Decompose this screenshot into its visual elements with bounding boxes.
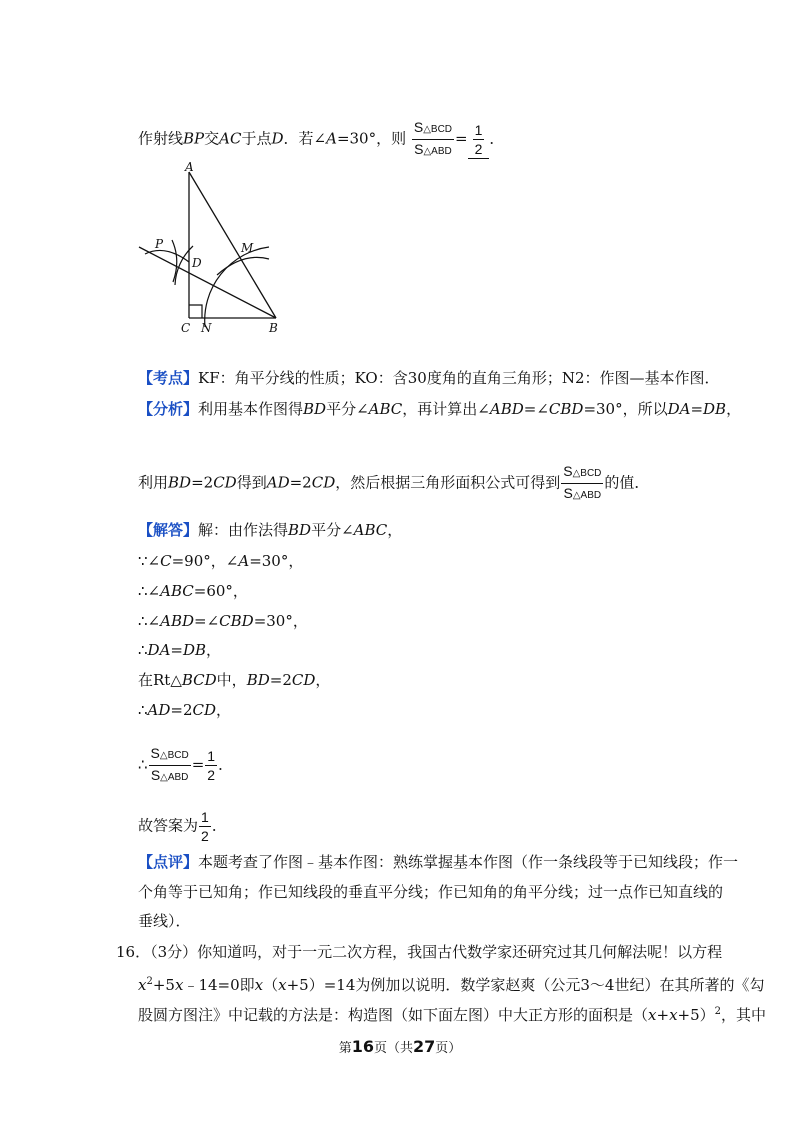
step-5: 在Rt△BCD中，BD=2CD， [138,671,331,689]
question-16-line3: 股圆方图注》中记载的方法是：构造图（如下面左图）中大正方形的面积是$(x+x+5)^2$，其中 [138,1006,767,1024]
arc-m [217,257,269,275]
geometry-figure [135,160,295,340]
kaodian: 【考点】KF：角平分线的性质；KO：含30度角的直角三角形；N2：作图—基本作图． [138,369,720,387]
fenxi-line1: 【分析】利用基本作图得BD平分∠ABC，再计算出∠ABD=∠CBD=30°，所以DA=DB， [138,400,742,418]
area-ratio-fraction: $\frac{\text{S△BCD}}{\text{S△ABD}}$ [413,119,453,157]
label-d: D [192,256,202,270]
label-m: M [241,241,254,255]
right-angle-mark [189,305,202,318]
question-16-line1: 16．（3分）你知道吗，对于一元二次方程，我国古代数学家还研究过其几何解法呢！以方程 [116,943,723,961]
label-p: P [155,237,164,251]
label-a: A [185,160,194,174]
step-2: ∴∠ABC=60°， [138,582,248,600]
dianping-line2: 个角等于已知角；作已知线段的垂直平分线；作已知角的角平分线；过一点作已知直线的 [138,883,724,901]
jieda: 【解答】解：由作法得BD平分∠ABC， [138,521,403,539]
label-b: B [269,321,278,335]
question-16-line2: $x^2+5x﹣14=0$即x（x+5）=14为例加以说明．数学家赵爽（公元3～4世纪）在其所著的《勾 [138,976,765,994]
arc-small [175,246,193,285]
dianping-line1: 【点评】本题考查了作图﹣基本作图：熟练掌握基本作图（作一条线段等于已知线段；作一 [138,853,739,871]
arc-p-1 [145,250,189,262]
page-footer: 第16页（共27页） [338,1037,462,1056]
question-15-tail: 作射线BP交AC于点D．若∠A=30°，则 $\frac{\text{S△BCD}}{\text{S△ABD}}$ = $\frac{1}{2}$ ． [138,118,504,161]
step-4: ∴DA=DB， [138,641,222,659]
dianping-line3: 垂线）． [138,912,191,930]
step-3: ∴∠ABD=∠CBD=30°， [138,612,308,630]
answer-line: 故答案为 $\frac{1}{2}$ ． [138,809,227,844]
step-7: ∴ $\frac{\text{S△BCD}}{\text{S△ABD}}$ = $\frac{1}{2}$ ． [138,745,234,783]
arc-mn [205,247,269,327]
label-c: C [181,321,191,335]
fenxi-line2: 利用BD=2CD得到AD=2CD，然后根据三角形面积公式可得到 $\frac{\text{S△BCD}}{\text{S△ABD}}$ 的值． [138,463,650,501]
label-n: N [201,321,212,335]
answer-blank: $\frac{1}{2}$ [468,121,490,159]
step-6: ∴AD=2CD， [138,701,232,719]
step-1: ∵∠C=90°，∠A=30°， [138,552,304,570]
